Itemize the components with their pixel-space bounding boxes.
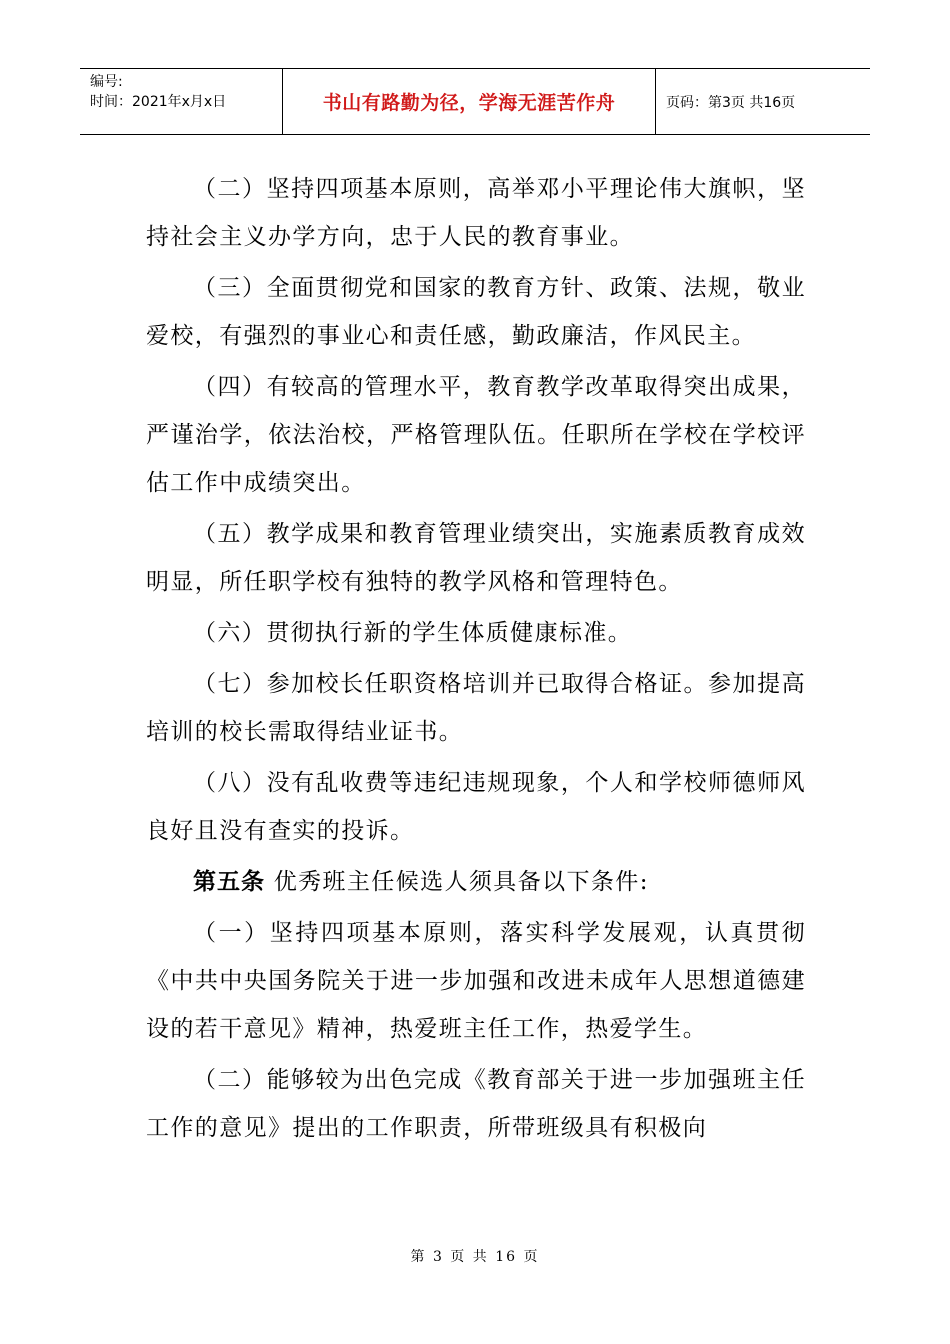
paragraph-principle-3: （三）全面贯彻党和国家的教育方针、政策、法规，敬业爱校，有强烈的事业心和责任感，勤政廉洁，作风民主。 (146, 275, 806, 349)
time-label: 时间：2021年x月x日 (90, 94, 227, 110)
paragraph-principle-7: （七）参加校长任职资格培训并已取得合格证。参加提高培训的校长需取得结业证书。 (146, 671, 806, 745)
paragraph-principle-6: （六）贯彻执行新的学生体质健康标准。 (193, 620, 633, 646)
article-5-heading (146, 858, 806, 906)
paragraph-principle-2: （二）坚持四项基本原则，高举邓小平理论伟大旗帜，坚持社会主义办学方向，忠于人民的教育事业。 (146, 176, 806, 250)
header-motto: 书山有路勤为径，学海无涯苦作舟 (282, 69, 656, 134)
number-label: 编号: (90, 74, 123, 90)
header-meta (80, 69, 282, 134)
paragraph-principle-5: （五）教学成果和教育管理业绩突出，实施素质教育成效明显，所任职学校有独特的教学风格和管理特色。 (146, 521, 806, 595)
paragraph-principle-4: （四）有较高的管理水平，教育教学改革取得突出成果，严谨治学，依法治校，严格管理队伍。任职所在学校在学校评估工作中成绩突出。 (146, 374, 806, 496)
document-body (146, 165, 806, 1155)
article-5-text: 优秀班主任候选人须具备以下条件: (265, 869, 649, 895)
paragraph-principle-8: （八）没有乱收费等违纪违规现象，个人和学校师德师风良好且没有查实的投诉。 (146, 770, 806, 844)
page-header (80, 68, 870, 135)
paragraph-condition-1: （一）坚持四项基本原则，落实科学发展观，认真贯彻《中共中央国务院关于进一步加强和改进未成年人思想道德建设的若干意见》精神，热爱班主任工作，热爱学生。 (146, 920, 806, 1042)
header-page-info: 页码：第3页 共16页 (666, 94, 796, 111)
page-footer: 第 3 页 共 16 页 (410, 1249, 540, 1265)
article-5-title: 第五条 (193, 868, 265, 895)
paragraph-condition-2: （二）能够较为出色完成《教育部关于进一步加强班主任工作的意见》提出的工作职责，所带班级具有积极向 (146, 1067, 806, 1141)
